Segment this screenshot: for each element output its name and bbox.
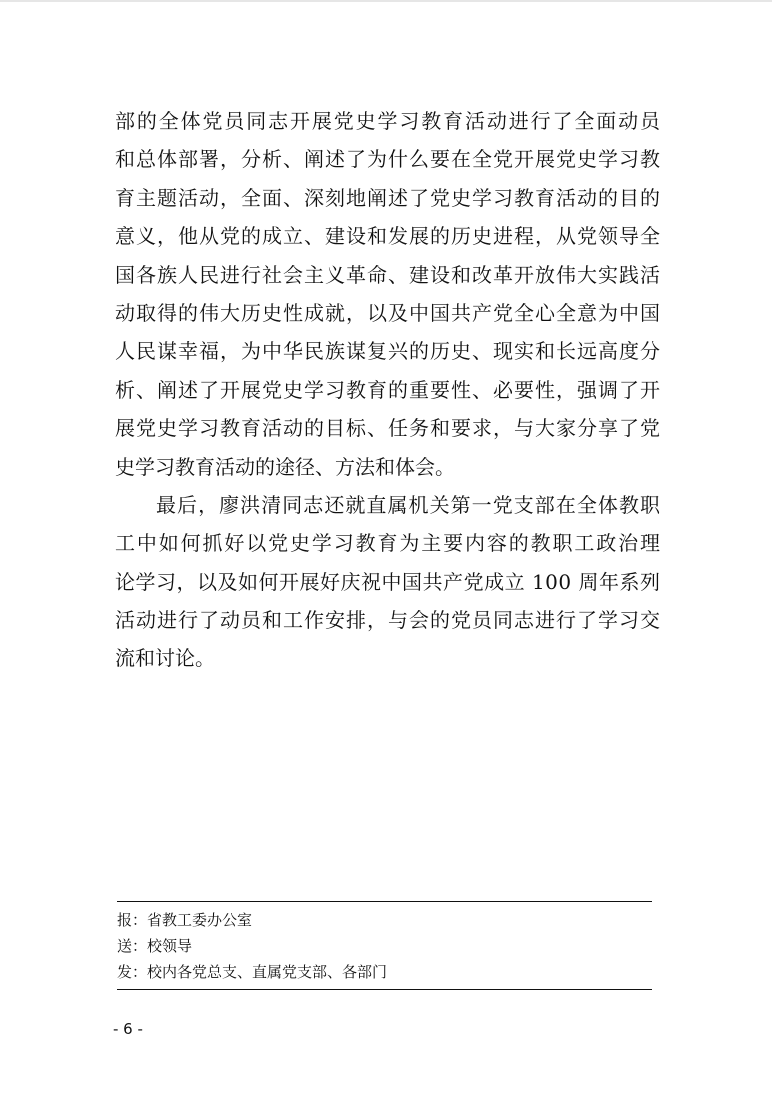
body-text bbox=[115, 102, 660, 678]
body-line: 工中如何抓好以党史学习教育为主要内容的教职工政治理 bbox=[115, 531, 662, 556]
body-line: 和总体部署，分析、阐述了为什么要在全党开展党史学习教 bbox=[115, 147, 661, 172]
page-number: - 6 - bbox=[113, 1020, 143, 1038]
footer-top-rule bbox=[117, 901, 652, 902]
body-line: 论学习，以及如何开展好庆祝中国共产党成立 100 周年系列 bbox=[115, 569, 661, 594]
body-line: 意义，他从党的成立、建设和发展的历史进程，从党领导全 bbox=[115, 224, 661, 249]
body-line: 展党史学习教育活动的目标、任务和要求，与大家分享了党 bbox=[115, 416, 661, 441]
body-line: 国各族人民进行社会主义革命、建设和改革开放伟大实践活 bbox=[115, 262, 661, 287]
body-line: 育主题活动，全面、深刻地阐述了党史学习教育活动的目的 bbox=[115, 185, 661, 210]
body-line: 人民谋幸福，为中华民族谋复兴的历史、现实和长远高度分 bbox=[115, 339, 661, 364]
report-to-line: 报：省教工委办公室 bbox=[117, 911, 253, 929]
body-line: 最后，廖洪清同志还就直属机关第一党支部在全体教职 bbox=[156, 492, 662, 517]
body-line: 动取得的伟大历史性成就，以及中国共产党全心全意为中国 bbox=[115, 300, 661, 325]
send-to-line: 送：校领导 bbox=[117, 937, 193, 955]
body-line: 析、阐述了开展党史学习教育的重要性、必要性，强调了开 bbox=[115, 377, 661, 402]
body-line: 流和讨论。 bbox=[115, 646, 215, 671]
page-top-edge bbox=[0, 0, 772, 2]
distribute-to-line: 发：校内各党总支、直属党支部、各部门 bbox=[117, 963, 388, 981]
distribution-list bbox=[117, 907, 653, 985]
body-line: 史学习教育活动的途径、方法和体会。 bbox=[115, 454, 455, 479]
body-line: 活动进行了动员和工作安排，与会的党员同志进行了学习交 bbox=[115, 608, 661, 633]
footer-bottom-rule bbox=[117, 989, 652, 990]
body-line: 部的全体党员同志开展党史学习教育活动进行了全面动员 bbox=[115, 109, 662, 133]
